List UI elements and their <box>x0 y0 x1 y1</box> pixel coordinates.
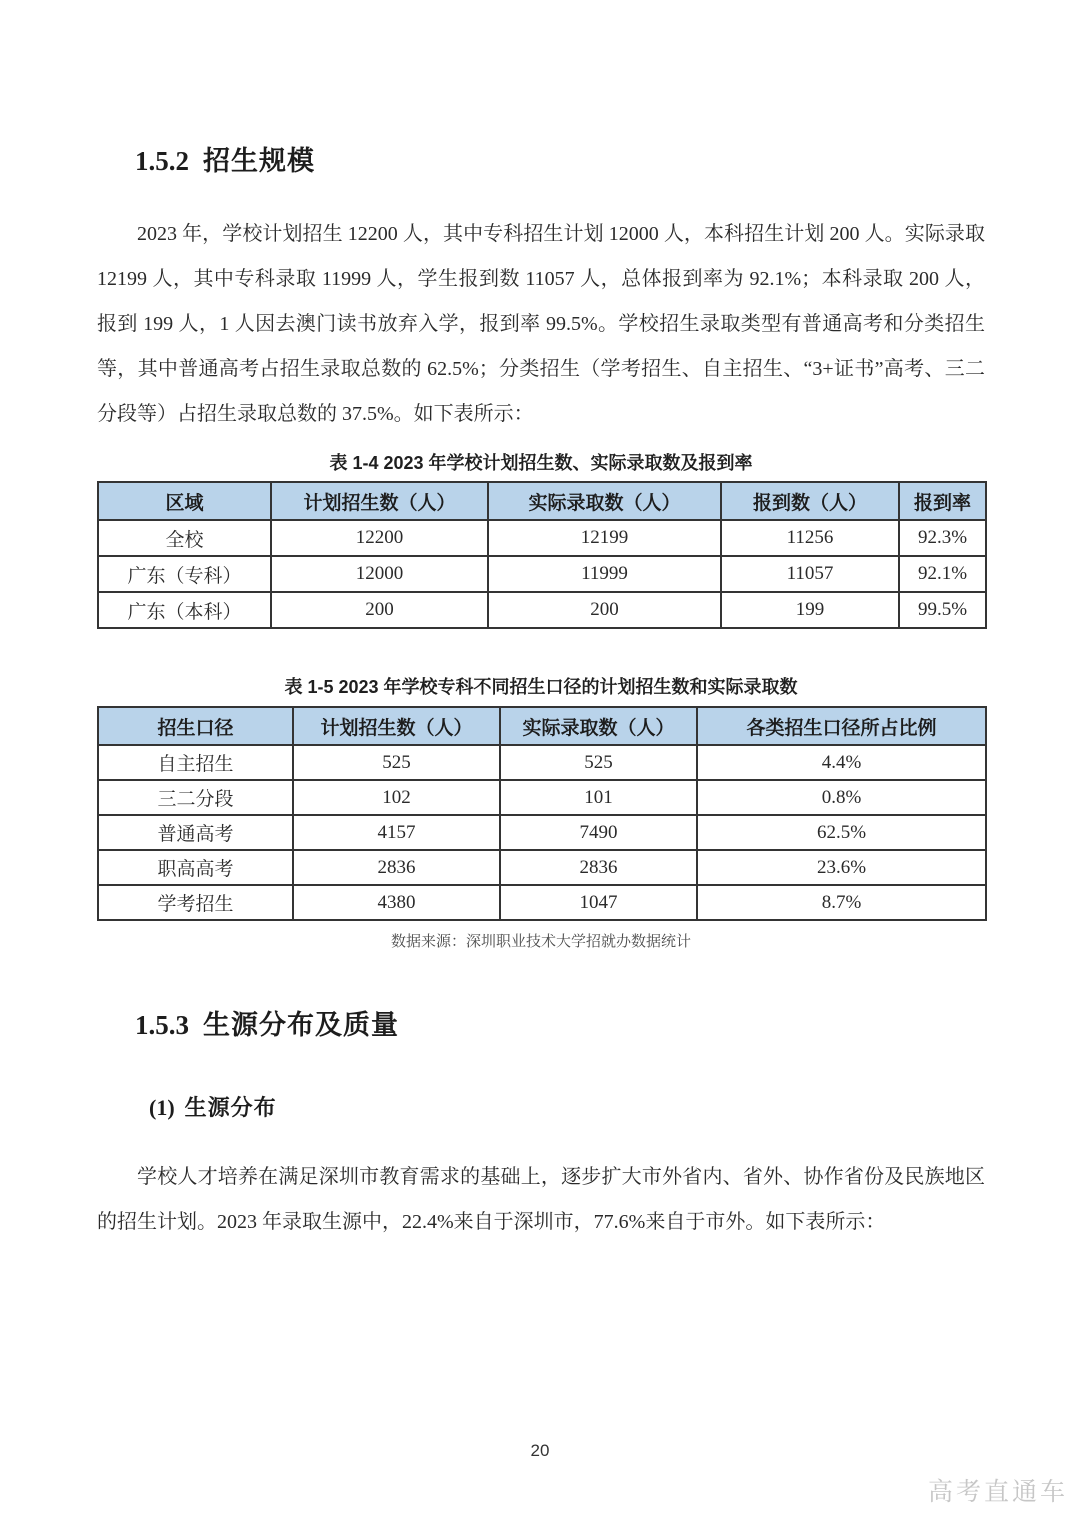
table-header-cell: 实际录取数（人） <box>488 482 721 520</box>
table-cell: 12200 <box>271 520 488 556</box>
table-cell: 200 <box>271 592 488 628</box>
section-title: 生源分布及质量 <box>203 1010 399 1040</box>
table-header-row <box>98 707 986 745</box>
table-header-cell: 各类招生口径所占比例 <box>697 707 986 745</box>
table-cell: 学考招生 <box>98 885 293 920</box>
table-cell: 4380 <box>293 885 500 920</box>
subsection-heading-source-distribution <box>149 1093 985 1123</box>
table-cell: 102 <box>293 780 500 815</box>
table-cell: 62.5% <box>697 815 986 850</box>
section-number: 1.5.3 <box>135 1010 189 1040</box>
table-cell: 0.8% <box>697 780 986 815</box>
table-header-cell: 区域 <box>98 482 271 520</box>
table-header-cell: 计划招生数（人） <box>271 482 488 520</box>
table-cell: 1047 <box>500 885 697 920</box>
table-cell: 4157 <box>293 815 500 850</box>
table-row <box>98 850 986 885</box>
table-cell: 92.1% <box>899 556 986 592</box>
table-1-4-caption: 表 1-4 2023 年学校计划招生数、实际录取数及报到率 <box>329 453 753 473</box>
table-1-5 <box>97 706 987 921</box>
table-cell: 200 <box>488 592 721 628</box>
table-header-cell: 实际录取数（人） <box>500 707 697 745</box>
table-row <box>98 520 986 556</box>
table-cell: 自主招生 <box>98 745 293 780</box>
table-cell: 职高高考 <box>98 850 293 885</box>
paragraph-enrollment-scale: 2023 年，学校计划招生 12200 人，其中专科招生计划 12000 人，本科招生计划 200 人。实际录取 12199 人，其中专科录取 11999 人，学生报到数 11057 人，总体报到率为 92.1%；本科录取 200 人，报到 199 人，1 人因去澳门读书放弃入学，报到率 99.5%。学校招生录取类型有普通高考和分类招生等，其中普通高考占招生录取总数的 62.5%；分类招生（学考招生、自主招生、“3+证书”高考、三二分段等）占招生录取总数的 37.5%。如下表所示： <box>97 223 985 425</box>
table-row <box>98 556 986 592</box>
table-row <box>98 885 986 920</box>
table-row <box>98 592 986 628</box>
table-cell: 广东（本科） <box>98 592 271 628</box>
table-cell: 三二分段 <box>98 780 293 815</box>
watermark-gaokao-zhitongche: 高考直通车 <box>927 1478 1068 1506</box>
table-cell: 8.7% <box>697 885 986 920</box>
table-cell: 525 <box>500 745 697 780</box>
table-header-row <box>98 482 986 520</box>
table-cell: 11057 <box>721 556 899 592</box>
table-cell: 11999 <box>488 556 721 592</box>
section-heading-152 <box>135 143 985 179</box>
section-title: 招生规模 <box>203 146 315 176</box>
table-cell: 全校 <box>98 520 271 556</box>
table-header-cell: 报到率 <box>899 482 986 520</box>
table-header-cell: 计划招生数（人） <box>293 707 500 745</box>
table-row <box>98 745 986 780</box>
table-cell: 普通高考 <box>98 815 293 850</box>
table-cell: 23.6% <box>697 850 986 885</box>
table-cell: 广东（专科） <box>98 556 271 592</box>
paragraph-source-distribution: 学校人才培养在满足深圳市教育需求的基础上，逐步扩大市外省内、省外、协作省份及民族地区的招生计划。2023 年录取生源中，22.4%来自于深圳市，77.6%来自于市外。如下表所示： <box>97 1166 985 1233</box>
table-1-5-caption: 表 1-5 2023 年学校专科不同招生口径的计划招生数和实际录取数 <box>284 677 798 697</box>
page-number: 20 <box>530 1441 550 1460</box>
table-cell: 2836 <box>293 850 500 885</box>
table-row <box>98 780 986 815</box>
table-header-cell: 报到数（人） <box>721 482 899 520</box>
table-header-cell: 招生口径 <box>98 707 293 745</box>
table-cell: 11256 <box>721 520 899 556</box>
table-cell: 101 <box>500 780 697 815</box>
subsection-title: 生源分布 <box>184 1095 277 1120</box>
section-number: 1.5.2 <box>135 146 189 176</box>
table-cell: 525 <box>293 745 500 780</box>
table-row <box>98 815 986 850</box>
table-cell: 92.3% <box>899 520 986 556</box>
data-source-note: 数据来源：深圳职业技术大学招就办数据统计 <box>390 934 691 950</box>
table-cell: 7490 <box>500 815 697 850</box>
table-cell: 12000 <box>271 556 488 592</box>
table-1-4 <box>97 481 987 629</box>
table-cell: 2836 <box>500 850 697 885</box>
subsection-number: (1) <box>149 1095 175 1120</box>
table-cell: 4.4% <box>697 745 986 780</box>
section-heading-153 <box>135 1007 985 1043</box>
table-cell: 12199 <box>488 520 721 556</box>
table-cell: 99.5% <box>899 592 986 628</box>
table-cell: 199 <box>721 592 899 628</box>
